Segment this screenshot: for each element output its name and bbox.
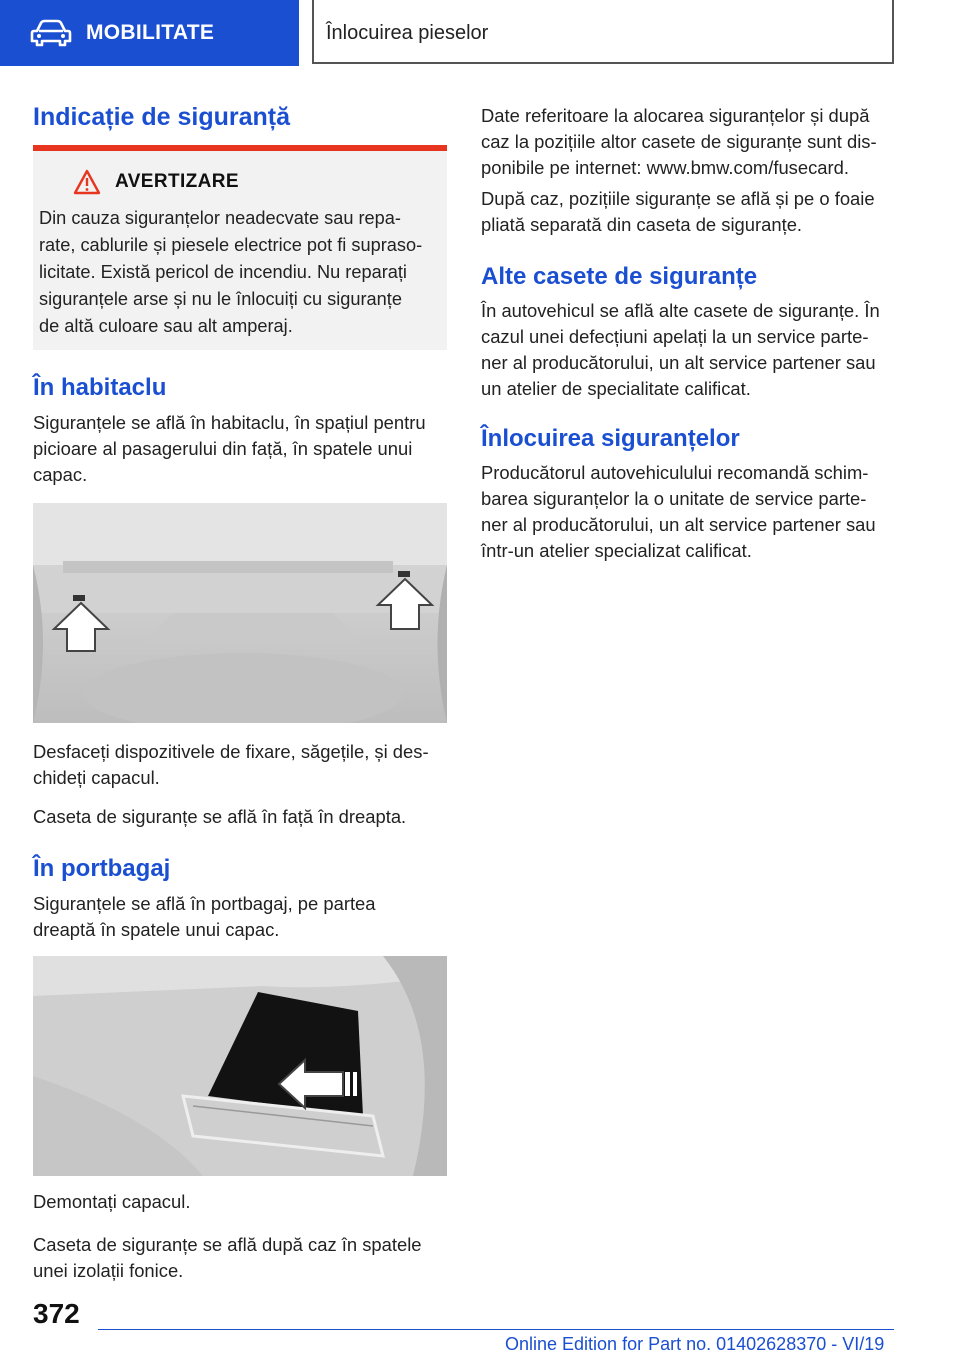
- car-icon: [30, 19, 72, 47]
- fusecard-text: Date referitoare la alocarea siguranțelor și după caz la pozițiile altor casete de siguranțe sunt dis- ponibile pe internet: www.bmw.com/fusecard.: [481, 105, 877, 178]
- section-label: MOBILITATE: [86, 21, 215, 44]
- warning-text: Din cauza siguranțelor neadecvate sau repa- rate, cablurile și piesele electrice pot fi supraso- licitate. Există pericol de incendiu. Nu reparați siguranțele arse și nu le înlocuiți cu siguranțe de altă culoare sau alt amperaj.: [39, 208, 423, 336]
- warning-box: [33, 145, 447, 350]
- section-tab[interactable]: [0, 0, 299, 66]
- other-fuseboxes-text: În autovehicul se află alte casete de siguranțe. În cazul unei defecțiuni apelați la un service parte- ner al producătorului, un alt service partener sau un atelier de specialitate calificat.: [481, 300, 880, 399]
- other-fuseboxes-heading: Alte casete de siguranțe: [481, 263, 758, 290]
- habitaclu-heading: În habitaclu: [33, 374, 167, 401]
- footwell-fuse-photo: [33, 503, 447, 723]
- habitaclu-step2: Caseta de siguranțe se află în față în dreapta.: [33, 806, 407, 827]
- portbagaj-heading: În portbagaj: [33, 855, 171, 882]
- portbagaj-text: Siguranțele se află în portbagaj, pe partea dreaptă în spatele unui capac.: [33, 893, 376, 940]
- footer-divider: [98, 1329, 894, 1330]
- portbagaj-step1: Demontați capacul.: [33, 1191, 191, 1212]
- replace-fuses-heading: Înlocuirea siguranțelor: [481, 425, 740, 452]
- folded-sheet-text: După caz, pozițiile siguranțe se află și pe o foaie pliată separată din caseta de siguranțe.: [481, 188, 875, 235]
- breadcrumb-text: Înlocuirea pieselor: [326, 22, 489, 44]
- page-number: 372: [33, 1298, 80, 1329]
- safety-title: Indicație de siguranță: [33, 103, 291, 131]
- warning-header: [73, 169, 239, 195]
- replace-fuses-text: Producătorul autovehiculului recomandă schim- barea siguranțelor la o unitate de service parte- ner al producătorului, un alt service partener sau într-un atelier specializat calificat.: [481, 462, 876, 561]
- edition-text: Online Edition for Part no. 01402628370 - VI/19: [505, 1334, 885, 1354]
- warning-label: AVERTIZARE: [115, 171, 239, 192]
- habitaclu-text: Siguranțele se află în habitaclu, în spațiul pentru picioare al pasagerului din față, în spatele unui capac.: [33, 412, 426, 485]
- breadcrumb: [312, 0, 894, 64]
- trunk-fuse-photo: [33, 956, 447, 1176]
- portbagaj-step2: Caseta de siguranțe se află după caz în spatele unei izolații fonice.: [33, 1234, 422, 1281]
- habitaclu-step1: Desfaceți dispozitivele de fixare, săgețile, și des- chideți capacul.: [33, 741, 429, 788]
- warning-triangle-icon: [73, 169, 101, 195]
